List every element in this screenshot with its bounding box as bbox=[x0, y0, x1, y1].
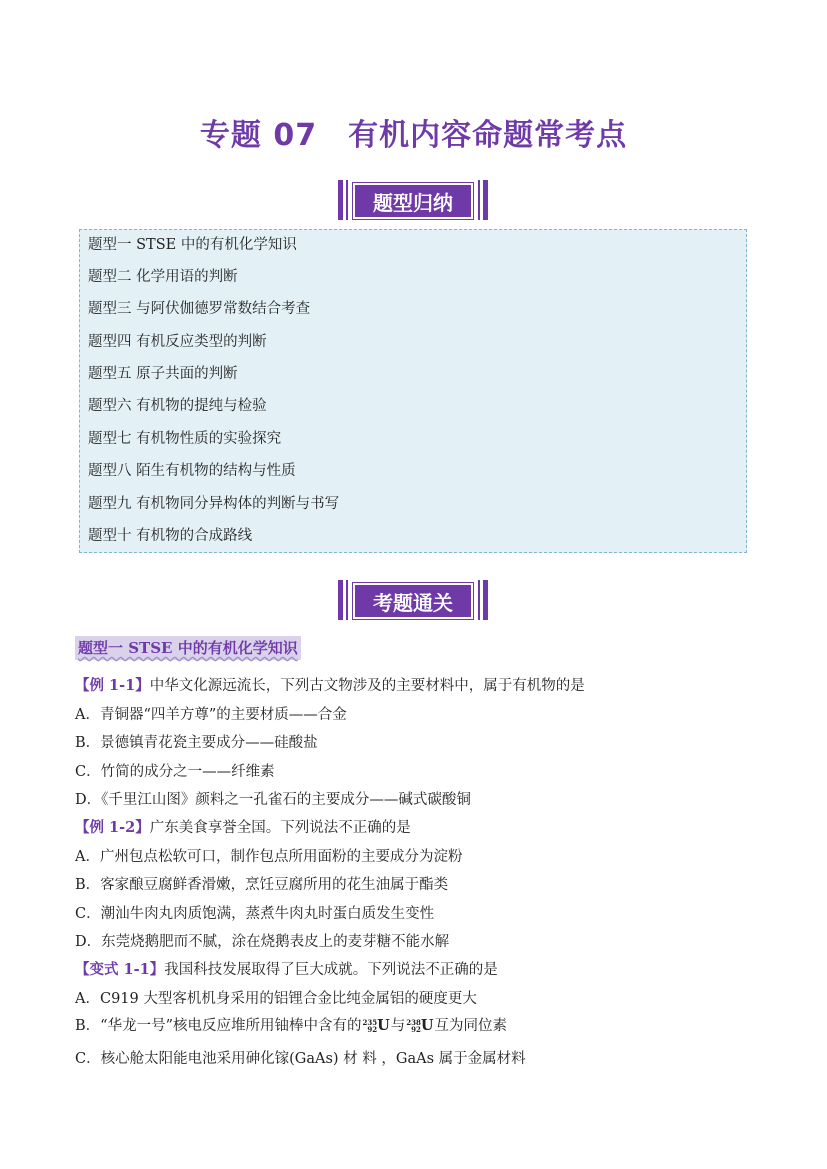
topic-list-item: 题型六 有机物的提纯与检验 bbox=[88, 398, 267, 414]
topic-list-item: 题型五 原子共面的判断 bbox=[88, 366, 238, 382]
option-text: 与 bbox=[390, 1018, 406, 1034]
answer-option: C．核心舱太阳能电池采用砷化镓(GaAs) 材 料 ，GaAs 属于金属材料 bbox=[75, 1051, 526, 1067]
example-tag: 【例 1-2】 bbox=[75, 819, 150, 836]
banner-label: 题型归纳 bbox=[352, 182, 474, 220]
mass-number: 238 bbox=[406, 1018, 421, 1027]
topic-list-item: 题型九 有机物同分异构体的判断与书写 bbox=[88, 496, 340, 512]
example-tag: 【例 1-1】 bbox=[75, 677, 150, 694]
topic-list-item: 题型七 有机物性质的实验探究 bbox=[88, 431, 282, 447]
topic-heading: 题型一 STSE 中的有机化学知识 bbox=[75, 636, 301, 660]
example-tag: 【变式 1-1】 bbox=[75, 961, 165, 978]
answer-option: A．广州包点松软可口，制作包点所用面粉的主要成分为淀粉 bbox=[75, 849, 463, 865]
topic-list-item: 题型十 有机物的合成路线 bbox=[88, 528, 253, 544]
banner-label: 考题通关 bbox=[352, 582, 474, 620]
atomic-number: 92 bbox=[367, 1025, 378, 1034]
question-stem bbox=[75, 674, 585, 695]
answer-option: A．青铜器“四羊方尊”的主要材质——合金 bbox=[75, 707, 347, 723]
option-text: 互为同位素 bbox=[434, 1018, 508, 1034]
page-title: 专题 07 有机内容命题常考点 bbox=[199, 118, 628, 153]
option-text: B．“华龙一号”核电反应堆所用铀棒中含有的 bbox=[75, 1018, 362, 1034]
question-text: 我国科技发展取得了巨大成就。下列说法不正确的是 bbox=[164, 962, 498, 978]
topic-list-item: 题型八 陌生有机物的结构与性质 bbox=[88, 463, 296, 479]
topic-list-box bbox=[79, 229, 747, 553]
answer-option: C．潮汕牛肉丸肉质饱满，蒸煮牛肉丸时蛋白质发生变性 bbox=[75, 906, 435, 922]
banner-decoration bbox=[476, 180, 488, 220]
question-stem bbox=[75, 816, 411, 837]
answer-option: D．东莞烧鹅肥而不腻，涂在烧鹅表皮上的麦芽糖不能水解 bbox=[75, 934, 450, 950]
topic-list-item: 题型三 与阿伏伽德罗常数结合考查 bbox=[88, 301, 311, 317]
element-symbol: U bbox=[420, 1017, 434, 1034]
answer-option: C．竹简的成分之一——纤维素 bbox=[75, 764, 275, 780]
question-stem bbox=[75, 958, 498, 979]
isotope-u238 bbox=[406, 1017, 433, 1034]
atomic-number: 92 bbox=[411, 1025, 421, 1034]
banner-decoration bbox=[338, 580, 350, 620]
banner-decoration bbox=[476, 580, 488, 620]
topic-list-item: 题型二 化学用语的判断 bbox=[88, 269, 238, 285]
topic-list-item: 题型四 有机反应类型的判断 bbox=[88, 334, 267, 350]
banner-decoration bbox=[338, 180, 350, 220]
answer-option: B．客家酿豆腐鲜香滑嫩，烹饪豆腐所用的花生油属于酯类 bbox=[75, 877, 449, 893]
section-banner-practice bbox=[338, 580, 488, 620]
answer-option: A．C919 大型客机机身采用的铝锂合金比纯金属铝的硬度更大 bbox=[75, 991, 477, 1007]
mass-number: 235 bbox=[362, 1018, 378, 1027]
question-text: 广东美食享誉全国。下列说法不正确的是 bbox=[149, 820, 411, 836]
topic-list-item: 题型一 STSE 中的有机化学知识 bbox=[88, 237, 297, 253]
isotope-u235 bbox=[362, 1017, 389, 1034]
answer-option bbox=[75, 1014, 507, 1035]
question-text: 中华文化源远流长，下列古文物涉及的主要材料中，属于有机物的是 bbox=[149, 678, 585, 694]
answer-option: D．《千里江山图》颜料之一孔雀石的主要成分——碱式碳酸铜 bbox=[75, 792, 471, 808]
answer-option: B．景德镇青花瓷主要成分——硅酸盐 bbox=[75, 735, 318, 751]
element-symbol: U bbox=[377, 1017, 390, 1034]
section-banner-summary bbox=[338, 180, 488, 220]
